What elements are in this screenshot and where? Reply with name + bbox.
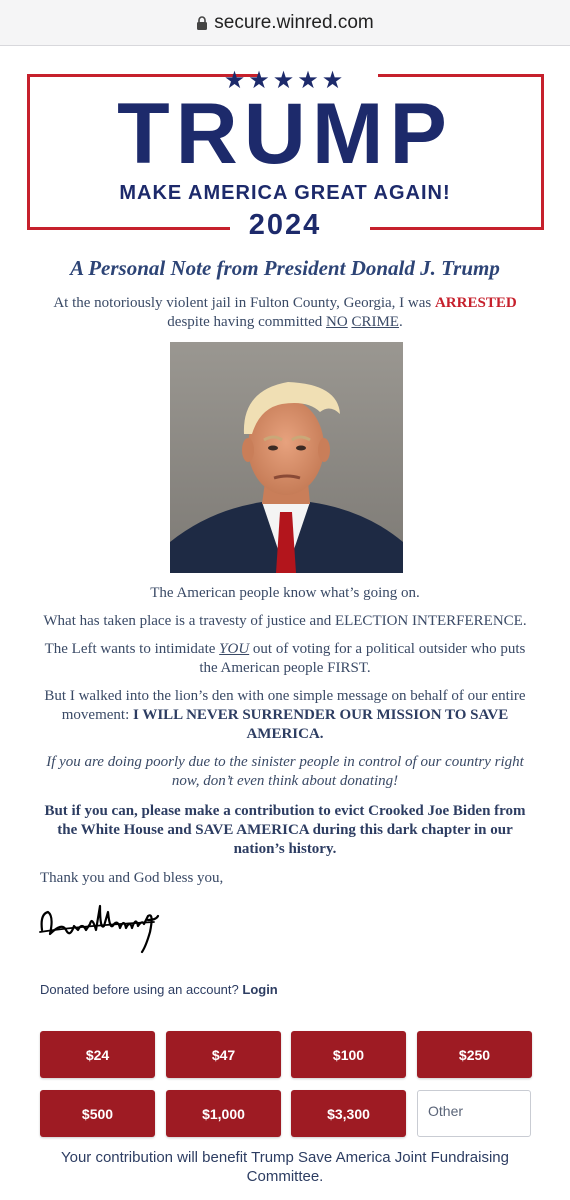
lock-icon — [196, 16, 208, 30]
login-link[interactable]: Login — [242, 982, 278, 997]
other-amount-input[interactable]: Other — [417, 1090, 531, 1137]
amount-button-100[interactable]: $100 — [291, 1031, 406, 1078]
amount-button-24[interactable]: $24 — [40, 1031, 155, 1078]
url-text: secure.winred.com — [214, 11, 374, 33]
footer-disclaimer: Your contribution will benefit Trump Save America Joint Fundraising Committee. — [60, 1149, 509, 1185]
arrested-text: ARRESTED — [434, 295, 517, 311]
logo-stars: ★★★★★ — [223, 66, 347, 94]
signature-image — [38, 886, 162, 956]
paragraph-3: The Left wants to intimidate YOU out of voting for a political outsider who puts the American people FIRST. — [44, 641, 526, 676]
closing-text: Thank you and God bless you, — [40, 870, 224, 886]
paragraph-6: But if you can, please make a contribution to evict Crooked Joe Biden from the White House and SAVE AMERICA during this dark chapter in our nation’s history. — [44, 803, 526, 857]
amount-button-250[interactable]: $250 — [417, 1031, 532, 1078]
intro-paragraph: At the notoriously violent jail in Fulton County, Georgia, I was ARRESTED despite having committed NO CRIME. — [53, 295, 517, 330]
amount-button-3300[interactable]: $3,300 — [291, 1090, 406, 1137]
page-title: A Personal Note from President Donald J. Trump — [70, 256, 500, 280]
amount-button-500[interactable]: $500 — [40, 1090, 155, 1137]
browser-url-bar[interactable] — [0, 0, 570, 46]
paragraph-5: If you are doing poorly due to the sinister people in control of our country right now, don’t even think about donating! — [46, 754, 524, 789]
paragraph-1: The American people know what’s going on. — [150, 585, 420, 601]
mugshot-photo — [170, 342, 403, 573]
account-prompt: Donated before using an account? Login — [40, 982, 278, 997]
amount-button-47[interactable]: $47 — [166, 1031, 281, 1078]
paragraph-4: But I walked into the lion’s den with one simple message on behalf of our entire movement: I WILL NEVER SURRENDER OUR MISSION TO SAVE AMERICA. — [44, 688, 526, 742]
logo-title: TRUMP — [117, 86, 453, 182]
logo-slogan: MAKE AMERICA GREAT AGAIN! — [119, 182, 451, 204]
logo-year: 2024 — [248, 209, 322, 241]
paragraph-2: What has taken place is a travesty of justice and ELECTION INTERFERENCE. — [43, 613, 527, 629]
amount-button-1000[interactable]: $1,000 — [166, 1090, 281, 1137]
